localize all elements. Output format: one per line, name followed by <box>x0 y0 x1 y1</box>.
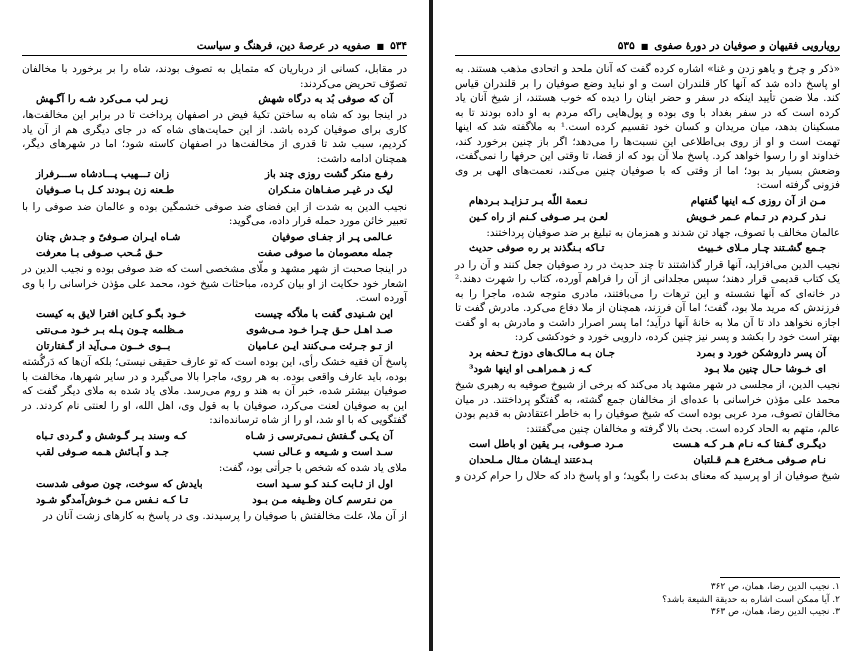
verse-couplet <box>469 437 826 452</box>
verse-couplet <box>36 92 393 107</box>
hemistich: از تـو جـرئت مـی‌کنند ایـن عـامیان <box>247 339 393 352</box>
header-separator-icon: ■ <box>376 41 385 51</box>
hemistich: مـرد صـوفی، بـر یقین او باطل است <box>469 438 624 451</box>
left-header-rule <box>22 55 407 56</box>
left-running-title: صفویه در عرصهٔ دین، فرهنگ و سیاست <box>196 40 371 52</box>
hemistich: طـعنه زن بـودند کـل بـا صـوفیان <box>36 184 175 197</box>
paragraph: نجیب الدین، از مجلسی در شهر مشهد یاد می‌کند که برخی از شیوخ صوفیه به رهبری شیخ محمد علی مؤذن خراسانی با عده‌ای از مخالفان جمع گشته، به گفتگو پرداختند. در میان مخالفان تصوف، مرد عربی بوده است که شیخ صوفیان را به خاطر اعتقادش به قدیم بودن عالم، متهم به الحاد کرده است. بحث بالا گرفته و مخالفان چنین می‌گفتند: <box>455 379 840 435</box>
verse-couplet <box>36 230 393 245</box>
hemistich: خـود بگـو کـاین افترا لایق به کیست <box>36 307 187 320</box>
hemistich: لیک در غیـر صفـاهان منـکران <box>268 184 393 197</box>
right-page <box>433 0 862 651</box>
verse-couplet <box>36 323 393 338</box>
right-header-rule <box>455 55 840 56</box>
hemistich: زان تـــهیب پـــادشاه ســـرفراز <box>36 168 170 181</box>
hemistich: تـا کـه نـفس مـن خـوش‌آمدگو شـود <box>36 493 189 506</box>
right-page-header <box>455 38 840 54</box>
verse-couplet <box>469 194 826 209</box>
verse-couplet <box>469 453 826 468</box>
hemistich: مـن از آن روزی کـه اینها گفتهام <box>690 194 826 207</box>
hemistich: شـاه ایـران صـوفیّ و جـدش چنان <box>36 230 181 243</box>
paragraph: عالمان مخالف با تصوف، جهاد تن شدند و همزمان به تبلیغ بر ضد صوفیان پرداختند: <box>486 226 840 239</box>
verse-couplet <box>36 183 393 198</box>
hemistich: عـالمی پـر از جفـای صوفیان <box>272 230 393 243</box>
hemistich: اول از ثـابت کـند کـو سـید است <box>256 477 393 490</box>
left-page <box>0 0 429 651</box>
hemistich: بــوی خــون مـی‌آید از گـفتارتان <box>36 339 171 352</box>
hemistich: من نـترسم کـان وظـیفه مـن بـود <box>252 493 393 506</box>
footnote: ۱. نجیب الدین رضا، همان، ص ۳۶۲ <box>710 582 840 592</box>
verse-couplet <box>36 339 393 354</box>
hemistich: صـد اهـل حـق چـرا خـود مـی‌شوی <box>246 323 393 336</box>
hemistich: نـام صـوفی مـخترع هـم قـلتبان <box>693 454 826 467</box>
left-page-body <box>22 62 407 523</box>
hemistich: آن که صوفی بُد به درگاه شهش <box>258 93 393 105</box>
hemistich: جـد و آبـائش هـمه صـوفی لقب <box>36 445 170 458</box>
left-page-number: ۵۳۴ <box>390 40 407 52</box>
header-separator-icon: ■ <box>640 41 649 51</box>
hemistich: بایدش که سوخت، چون صوفی شدست <box>36 477 203 490</box>
paragraph: پاسخ آن فقیه خشک رأی، این بوده است که تو عارف حقیقی نیستی؛ بلکه آن‌ها که دَرگُشته بوده، باید عارف واقعی بوده. به هر روی، ماجرا بالا می‌گیرد و در سایر شهرها، مخالفت با صوفیان بیشتر شده، خبر آن به هند و روم می‌رسد. ملای یاد شده به ملای دیگر گفت که این به صوفیان لعنت می‌کرد، صوفیان با به قول وی، اهل الله، او را لعنتی نام کردند. در گفتگویی که با او شد، او را از شاه ترسانده‌اند: <box>22 356 407 427</box>
hemistich: ای خـوشا حـال چنین ملا بـود <box>704 362 826 375</box>
hemistich: جمله معصومان ما صوفی صفت <box>257 246 393 259</box>
verse-couplet <box>36 477 393 492</box>
paragraph: در مقابل، کسانی از درباریان که متمایل به تصوف بودند، شاه را بر برخورد با مخالفان تصوّف تحریض می‌کردند: <box>22 63 407 90</box>
paragraph: ملای یاد شده که شخص با جرأتی بود، گفت: <box>218 462 407 475</box>
paragraph: «ذکر و چرخ و یاهو زدن و غنا» اشاره کرده گفت که آنان ملحد و اتحادی مذهب هستند. به او پاسخ داده شد که آنها کار قلندران است و او نباید وضع صوفیان را بر قلندران قیاس کند. ملا ضمن تأیید اینکه در سفر و حضر اینان را دیده که خوب هستند، از شیخ آنان یاد کرده است که در سفر بغداد با وی بوده و پول‌هایی راکه مردم به او داده بودند تا به مسکینان بدهد، میان مریدان و کسان خود تقسیم کرده است.¹ به ملاگفته شد که اینها تهمت است و او از روی بی‌اطلاعی این نسبت‌ها را می‌دهد؛ اگر باز چنین برخورد کند، خداوند او را رسوا خواهد کرد. پاسخ ملا آن بود که از قضا، تا وقتی این حرفها را نمی‌گفت، وضعش بسیار بد بود؛ اما از وقتی که با صوفیان چنین می‌کند، نعمت‌های الهی بر وی فزونی گرفته است: <box>455 63 840 191</box>
paragraph: در اینجا بود که شاه به ساختن تکیهٔ فیض در اصفهان پرداخت تا در برابر این مخالفت‌ها، کاری برای صوفیان کرده باشد. از این حمایت‌های شاه که در جای دیگری هم از آن یاد کردیم، سبب شد تا قدری از مخالفت‌ها در اصفهان کاسته شود؛ اما در شهرهای دیگر، همچنان ادامه داشت: <box>22 109 407 165</box>
hemistich: کـه وسند بـر گـوشش و گـردی تـباه <box>36 429 187 442</box>
hemistich: کـه ز هـمراهـی او اینها شود³ <box>469 362 592 375</box>
hemistich: نـذر کـردم در تـمام عـمر خـویش <box>686 210 826 223</box>
hemistich: آن پسر داروشکن خورد و بمرد <box>696 346 826 359</box>
footnote: ۲. آیا ممکن است اشاره به حدیقة الشیعة باشد؟ <box>662 594 840 605</box>
paragraph: شیخ صوفیان از او پرسید که معنای بدعت را بگوید؛ و او پاسخ داد که حلال را حرام کردن و <box>455 470 840 483</box>
hemistich: زیـر لب مـی‌کرد شـه را آگـهش <box>36 93 169 105</box>
verse-couplet <box>469 210 826 225</box>
hemistich: بـدعتند ایـشان مـثال مـلحدان <box>469 454 593 467</box>
hemistich: آن یکـی گـفتش نـمی‌ترسی ز شـاه <box>245 429 393 442</box>
verse-couplet <box>36 167 393 182</box>
verse-couplet <box>469 346 826 361</box>
hemistich: مـظلمه چـون پـله بـر خـود مـی‌نتی <box>36 323 184 336</box>
hemistich: رفـع منکر گشت روزی چند باز <box>265 168 393 181</box>
verse-couplet <box>36 445 393 460</box>
hemistich: جـمع گشـتند چـار مـلای خـبیث <box>697 242 826 255</box>
hemistich: جـان بـه مـالک‌های دوزخ تـحفه برد <box>469 346 616 359</box>
verse-couplet <box>36 493 393 508</box>
paragraph: نجیب الدین به شدت از این فضای ضد صوفی خشمگین بوده و عالمان ضد صوفی را با تعبیر خائن مورد حمله قرار داده، می‌گوید: <box>22 200 407 228</box>
left-page-header <box>22 38 407 54</box>
hemistich: این شـنیدی گفت با ملاّکه چیست <box>254 307 393 320</box>
verse-couplet <box>469 362 826 377</box>
footnote: ۳. نجیب الدین رضا، همان، ص ۳۶۳ <box>710 607 840 617</box>
paragraph: نجیب الدین می‌افزاید، آنها قرار گذاشتند تا چند حدیث در رد صوفیان جعل کنند و آن را در یک کتاب قدیمی قرار دهند؛ سپس مجلدانی از آن را فراهم آورده، کتاب را شهرت دهند.² در خانه‌ای که آنها نشسته و این ترهات را می‌بافتند، مادری متوجه شده، ماجرا را به فرزندش که مرید ملا بود، گفت؛ اما آن فرزند، همچنان از ملا دفاع می‌کرد. مادرش گفت تا اجازه نخواهد داد تا آن ملا به خانهٔ آنها درآید؛ اما پسر اصرار داشت و مادرش به او گفت بهتر است خود را بکشد و پسر نیز چنین کرده، دارویی خورد و خودکشی کرد: <box>455 258 841 344</box>
hemistich: نـعمة اللّه بـر تـزایـد بـردهام <box>469 194 588 207</box>
paragraph: از آن ملا، علت مخالفتش با صوفیان را پرسیدند. وی در پاسخ به کارهای زشت آنان در <box>43 509 407 522</box>
right-page-body <box>455 62 840 484</box>
hemistich: حـق مُـحب صـوفی بـا معرفت <box>36 246 164 259</box>
paragraph: در اینجا صحبت از شهر مشهد و ملّای مشخصی است که ضد صوفی بوده و نجیب الدین در اشعار خود حکایت از او بیان کرده، مباحثات شیخ خود، محمد علی مؤذن خراسانی را با وی آورده است. <box>22 263 407 305</box>
right-page-number: ۵۳۵ <box>617 40 635 52</box>
footnote-rule <box>720 577 840 578</box>
hemistich: لعـن بـر صـوفی کـنم از راه کـین <box>469 210 608 223</box>
verse-couplet <box>36 246 393 261</box>
right-running-title: رویارویی فقیهان و صوفیان در دورهٔ صفوی <box>654 40 840 52</box>
footnotes <box>455 581 840 619</box>
hemistich: تـاکه بـنگذند بر ره صوفی حدیث <box>469 242 605 255</box>
verse-couplet <box>469 241 826 256</box>
hemistich: سـد است و شـیعه و عـالی نسب <box>252 445 393 458</box>
verse-couplet <box>36 429 393 444</box>
verse-couplet <box>36 307 393 322</box>
hemistich: دیگـری گـفتا کـه نـام هـر کـه هـست <box>672 438 826 451</box>
